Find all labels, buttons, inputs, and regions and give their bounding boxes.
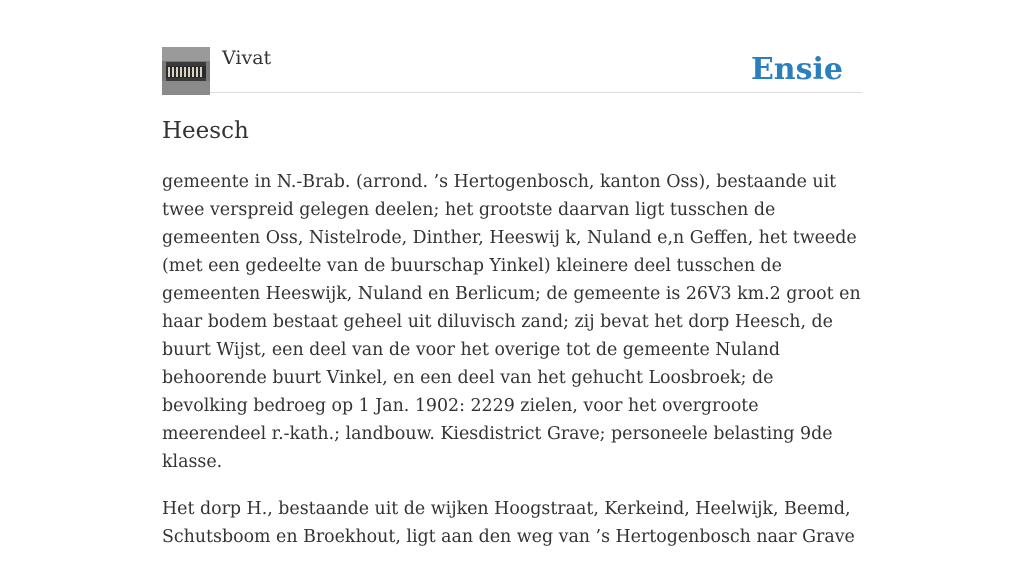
bookshelf-avatar-icon[interactable] — [162, 47, 210, 95]
article-body — [162, 168, 862, 570]
article-paragraph: gemeente in N.-Brab. (arrond. ’s Hertogenbosch, kanton Oss), bestaande uit twee verspreid gelegen deelen; het grootste daarvan ligt tusschen de gemeenten Oss, Nistelrode, Dinther, Heeswij k, Nuland e,n Geffen, het tweede (met een gedeelte van de buurschap Yinkel) kleinere deel tusschen de gemeenten Heeswijk, Nuland en Berlicum; de gemeente is 26V3 km.2 groot en haar bodem bestaat geheel uit diluvisch zand; zij bevat het dorp Heesch, de buurt Wijst, een deel van de voor het overige tot de gemeente Nuland behoorende buurt Vinkel, en een deel van het gehucht Loosbroek; de bevolking bedroeg op 1 Jan. 1902: 2229 zielen, voor het overgroote meerendeel r.-kath.; landbouw. Kiesdistrict Grave; personeele belasting 9de klasse. — [162, 172, 861, 472]
article-paragraph: Het dorp H., bestaande uit de wijken Hoogstraat, Kerkeind, Heelwijk, Beemd, Schutsboom en Broekhout, ligt aan den weg van ’s Hertogenbosch naar Grave — [162, 499, 855, 547]
article-title: Heesch — [162, 118, 249, 144]
site-header — [162, 46, 862, 93]
site-name[interactable]: Vivat — [222, 47, 272, 69]
bookshelf-icon — [162, 47, 210, 95]
brand-logo[interactable]: Ensie — [750, 52, 843, 87]
